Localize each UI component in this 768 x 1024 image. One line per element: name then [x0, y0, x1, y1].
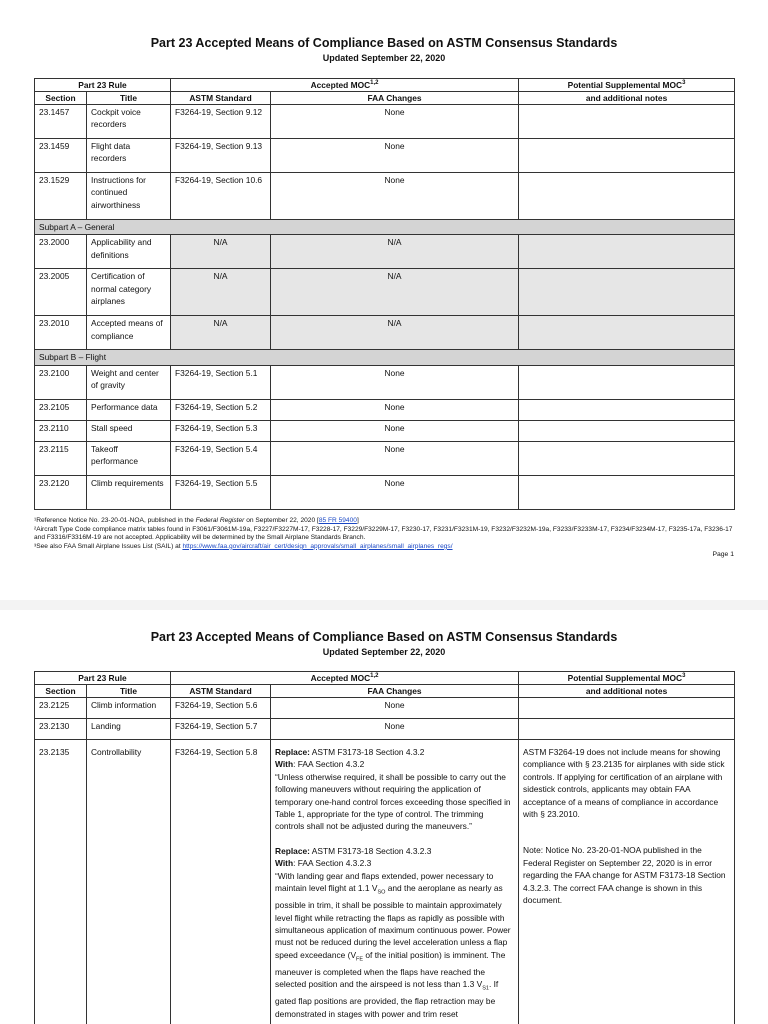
moc-table-page-1	[34, 78, 735, 510]
page-2	[0, 610, 768, 1024]
table-row	[35, 698, 735, 719]
header-potential-moc: Potential Supplemental MOC$^3$	[519, 79, 735, 92]
header-section: Section	[35, 685, 87, 698]
faa-cell: None	[271, 365, 519, 399]
federal-register-link[interactable]: 85 FR 59400	[318, 517, 357, 524]
header-astm-standard: ASTM Standard	[171, 685, 271, 698]
moc-table-page-2	[34, 671, 735, 1024]
faa-cell: None	[271, 139, 519, 173]
title-cell: Climb information	[87, 698, 171, 719]
title-cell: Performance data	[87, 399, 171, 420]
table-row	[35, 235, 735, 269]
section-cell: 23.2120	[35, 475, 87, 509]
table-row	[35, 475, 735, 509]
faa-change-4-3-2: Replace: ASTM F3173-18 Section 4.3.2 With: FAA Section 4.3.2 “Unless otherwise required, it shall be possible to carry out the following maneuvers without requiring the application of temporary one-hand control forces exceeding those specified in Table 1, appropriate for the type of control. The trimming controls shall not be adjusted during the maneuvers.”	[275, 747, 511, 832]
notes-cell	[519, 698, 735, 719]
notes-cell	[519, 105, 735, 139]
astm-cell: F3264-19, Section 5.3	[171, 420, 271, 441]
title-cell: Flight data recorders	[87, 139, 171, 173]
table-row	[35, 365, 735, 399]
title-cell: Applicability and definitions	[87, 235, 171, 269]
astm-cell: F3264-19, Section 5.5	[171, 475, 271, 509]
header-faa-changes: FAA Changes	[271, 685, 519, 698]
title-cell: Takeoff performance	[87, 441, 171, 475]
notes-cell	[519, 269, 735, 316]
faa-cell: None	[271, 105, 519, 139]
header-astm-standard: ASTM Standard	[171, 92, 271, 105]
footnote-3: ³See also FAA Small Airplane Issues List (SAIL) at https://www.faa.gov/aircraft/air_cert/design_approvals/small_airplanes/small_airplanes_regs/	[34, 542, 453, 550]
table-row	[35, 173, 735, 220]
notes-cell	[519, 316, 735, 350]
faa-cell: N/A	[271, 235, 519, 269]
header-faa-changes: FAA Changes	[271, 92, 519, 105]
astm-cell: N/A	[171, 269, 271, 316]
table-row	[35, 420, 735, 441]
document-subtitle: Updated September 22, 2020	[322, 53, 446, 63]
faa-changes-cell	[271, 740, 519, 1024]
header-title: Title	[87, 685, 171, 698]
section-cell: 23.2125	[35, 698, 87, 719]
notes-cell	[519, 420, 735, 441]
faa-cell: N/A	[271, 269, 519, 316]
faa-change-4-3-2-3: Replace: ASTM F3173-18 Section 4.3.2.3 With: FAA Section 4.3.2.3 “With landing gear and flaps extended, power necessary to maintain level flight at 1.1 $V_{SO}$ and the aeroplane as nearly as possible in trim, it shall be possible to maintain approximately level flight while retracting the flaps as rapidly as possible with simultaneous application of maximum continuous power. Power must not be reduced during the level acceleration unless a flap speed exceedance ($V_{FE}$ of the initial position) is imminent. The maneuver is completed when the flaps have reached the selected position and the airspeed is not less than 1.3 $V_{S1}$. If gated flap positions are provided, the flap retraction may be demonstrated in stages with power and trim reset	[275, 845, 511, 1019]
astm-cell: F3264-19, Section 5.8	[171, 740, 271, 1024]
faa-cell: N/A	[271, 316, 519, 350]
title-cell: Cockpit voice recorders	[87, 105, 171, 139]
astm-cell: F3264-19, Section 5.6	[171, 698, 271, 719]
note-sidestick: ASTM F3264-19 does not include means for showing compliance with § 23.2135 for airplanes with side stick controls. If applying for certification of an airplane with sidestick controls, applicants may obtain FAA acceptance of a means of compliance in accordance with § 23.2010.	[523, 747, 725, 820]
title-cell: Climb requirements	[87, 475, 171, 509]
table-row	[35, 269, 735, 316]
page-number: Page 1	[712, 551, 734, 558]
notes-cell	[519, 235, 735, 269]
faa-cell: None	[271, 698, 519, 719]
title-cell: Landing	[87, 719, 171, 740]
header-title: Title	[87, 92, 171, 105]
header-additional-notes: and additional notes	[519, 685, 735, 698]
astm-cell: F3264-19, Section 5.4	[171, 441, 271, 475]
astm-cell: F3264-19, Section 9.12	[171, 105, 271, 139]
table-row	[35, 139, 735, 173]
section-cell: 23.2000	[35, 235, 87, 269]
section-cell: 23.2010	[35, 316, 87, 350]
footnotes	[34, 517, 734, 551]
faa-cell: None	[271, 441, 519, 475]
header-accepted-moc: Accepted MOC$^{1,2}$	[171, 672, 519, 685]
section-cell: 23.1459	[35, 139, 87, 173]
section-cell: 23.2100	[35, 365, 87, 399]
astm-cell: F3264-19, Section 9.13	[171, 139, 271, 173]
subpart-a-heading: Subpart A – General	[35, 220, 735, 235]
table-row-controllability	[35, 740, 735, 1024]
section-cell: 23.2130	[35, 719, 87, 740]
astm-cell: F3264-19, Section 5.2	[171, 399, 271, 420]
faa-cell: None	[271, 475, 519, 509]
section-cell: 23.1529	[35, 173, 87, 220]
footnote-1: ¹Reference Notice No. 23-20-01-NOA, published in the Federal Register on September 22, 2020 [85 FR 59400]	[34, 517, 359, 524]
table-row	[35, 441, 735, 475]
section-cell: 23.2115	[35, 441, 87, 475]
table-row	[35, 399, 735, 420]
notes-cell	[519, 365, 735, 399]
section-cell: 23.2105	[35, 399, 87, 420]
title-cell: Instructions for continued airworthiness	[87, 173, 171, 220]
header-part23-rule: Part 23 Rule	[35, 672, 171, 685]
table-row	[35, 316, 735, 350]
astm-cell: F3264-19, Section 10.6	[171, 173, 271, 220]
astm-cell: F3264-19, Section 5.7	[171, 719, 271, 740]
header-part23-rule: Part 23 Rule	[35, 79, 171, 92]
title-cell: Accepted means of compliance	[87, 316, 171, 350]
header-additional-notes: and additional notes	[519, 92, 735, 105]
title-cell: Stall speed	[87, 420, 171, 441]
document-title: Part 23 Accepted Means of Compliance Based on ASTM Consensus Standards	[150, 630, 618, 644]
title-cell: Weight and center of gravity	[87, 365, 171, 399]
table-row	[35, 105, 735, 139]
footnote-2: ²Aircraft Type Code compliance matrix tables found in F3061/F3061M-19a, F3227/F3227M-17, F3228-17, F3229/F3229M-17, F3230-17, F3231/F3231M-19, F3232/F3232M-19a, F3233/F3233M-17, F3234/F3234M-17, F3235-17a, F3236-17 and F3316/F3316M-19 are not accepted. Applicability will be determined by the Small Airplane Standards Branch.	[34, 525, 733, 542]
header-accepted-moc: Accepted MOC$^{1,2}$	[171, 79, 519, 92]
notes-cell	[519, 475, 735, 509]
astm-cell: N/A	[171, 235, 271, 269]
section-cell: 23.1457	[35, 105, 87, 139]
document-title: Part 23 Accepted Means of Compliance Based on ASTM Consensus Standards	[150, 36, 618, 50]
sail-link[interactable]: https://www.faa.gov/aircraft/air_cert/design_approvals/small_airplanes/small_airplanes_regs/	[182, 542, 453, 550]
astm-cell: N/A	[171, 316, 271, 350]
notes-cell	[519, 441, 735, 475]
page-gap	[0, 600, 768, 610]
faa-cell: None	[271, 399, 519, 420]
section-cell: 23.2110	[35, 420, 87, 441]
header-section: Section	[35, 92, 87, 105]
table-row	[35, 719, 735, 740]
notes-cell	[519, 139, 735, 173]
astm-cell: F3264-19, Section 5.1	[171, 365, 271, 399]
section-cell: 23.2135	[35, 740, 87, 1024]
notes-cell	[519, 399, 735, 420]
document-subtitle: Updated September 22, 2020	[322, 647, 446, 657]
title-cell: Certification of normal category airplanes	[87, 269, 171, 316]
subpart-b-heading: Subpart B – Flight	[35, 350, 735, 365]
notes-cell	[519, 719, 735, 740]
header-potential-moc: Potential Supplemental MOC$^3$	[519, 672, 735, 685]
notes-cell	[519, 740, 735, 1024]
faa-cell: None	[271, 173, 519, 220]
notes-cell	[519, 173, 735, 220]
title-cell: Controllability	[87, 740, 171, 1024]
note-errata: Note: Notice No. 23-20-01-NOA published in the Federal Register on September 22, 2020 is in error regarding the FAA change for ASTM F3173-18 Section 4.3.2.3. The correct FAA change is shown in this document.	[523, 845, 726, 906]
faa-cell: None	[271, 719, 519, 740]
section-cell: 23.2005	[35, 269, 87, 316]
faa-cell: None	[271, 420, 519, 441]
